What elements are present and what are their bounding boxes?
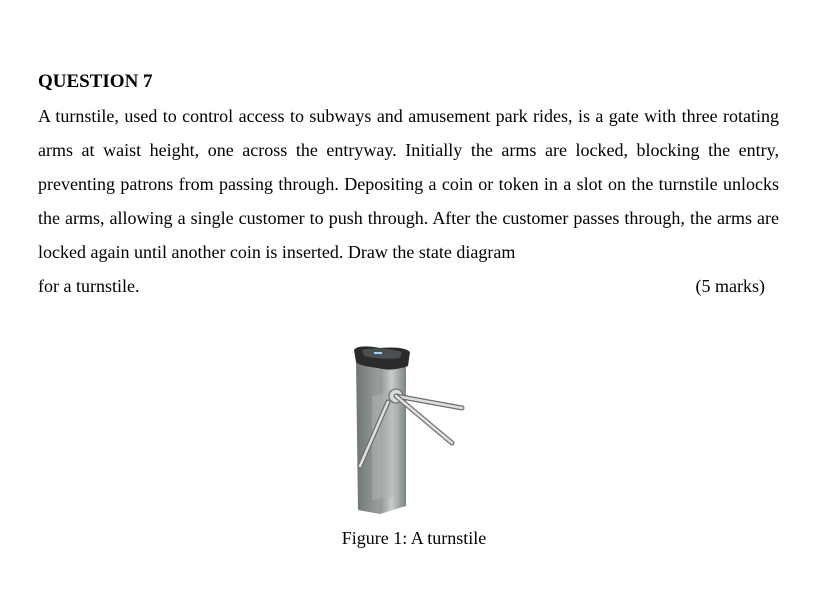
- marks-label: (5 marks): [695, 276, 765, 296]
- turnstile-image: [340, 340, 470, 520]
- question-title: QUESTION 7: [38, 71, 153, 92]
- question-body: A turnstile, used to control access to subways and amusement park rides, is a gate with three rotating arms at waist height, one across the entryway. Initially the arms are locked, blocking the entry, preventing patrons from passing through. Depositing a coin or token in a slot on the turnstile unlocks the arms, allowing a single customer to push through. After the customer passes through, the arms are locked again until another coin is inserted. Draw the state diagram: [38, 106, 779, 262]
- question-last-line-text: for a turnstile.: [38, 276, 140, 296]
- question-last-line: [38, 269, 765, 303]
- figure-caption: Figure 1: A turnstile: [341, 528, 487, 548]
